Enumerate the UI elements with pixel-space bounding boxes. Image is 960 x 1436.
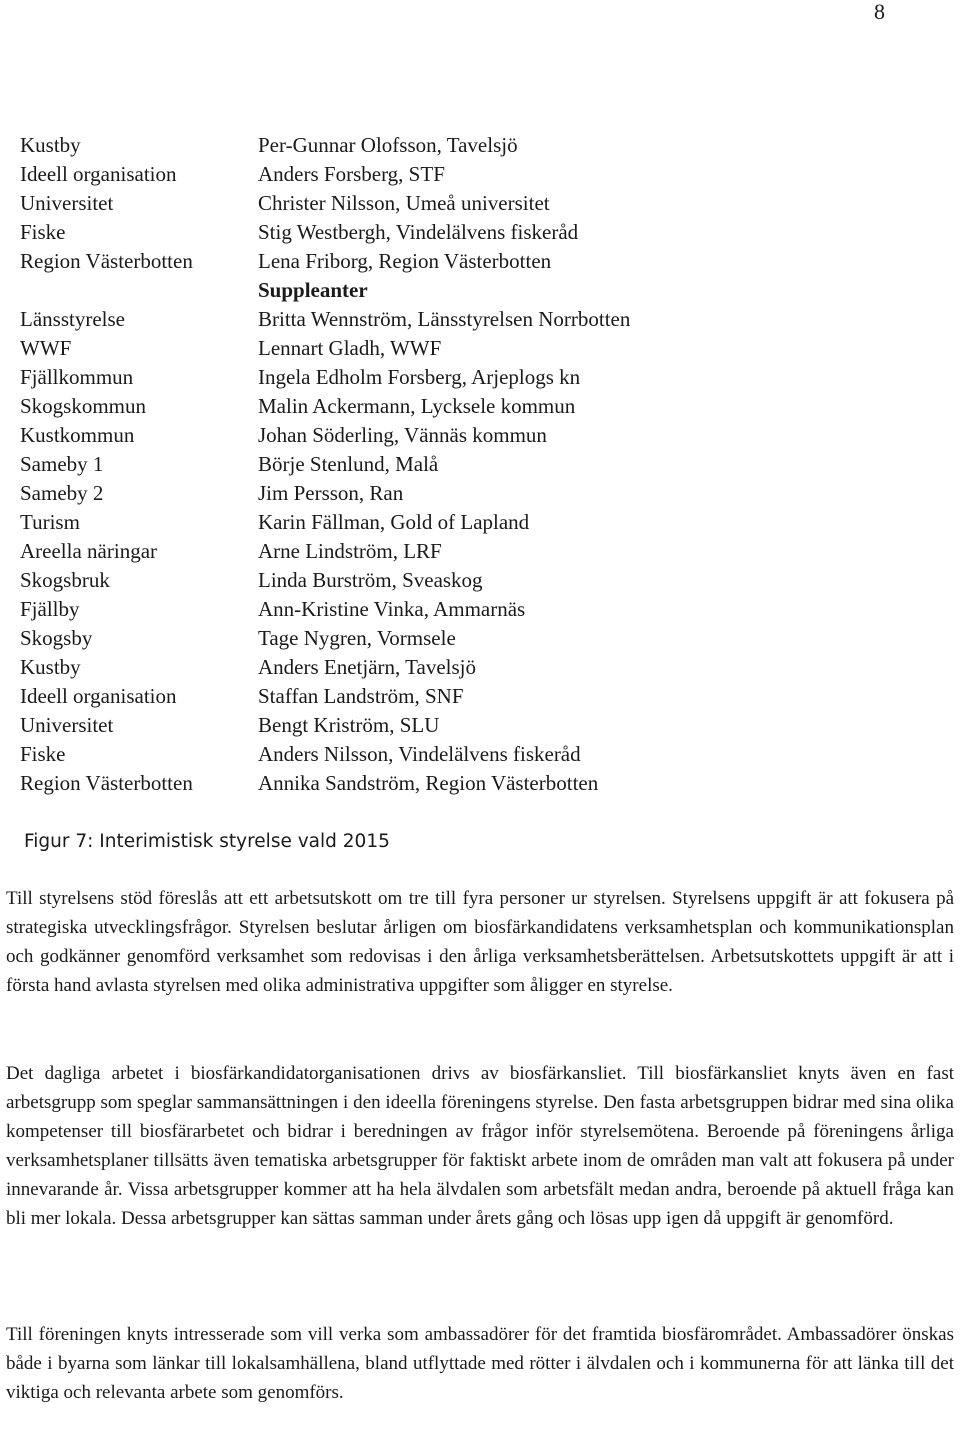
board-role: Kustby [20,655,81,679]
page-number: 8 [874,0,885,24]
board-person: Staffan Landström, SNF [258,684,464,708]
board-row [20,769,630,798]
board-person: Britta Wennström, Länsstyrelsen Norrbotten [258,307,631,331]
board-person: Per-Gunnar Olofsson, Tavelsjö [258,133,518,157]
board-role: Ideell organisation [20,684,177,708]
board-role: Universitet [20,191,114,215]
figure-caption: Figur 7: Interimistisk styrelse vald 2015 [24,831,390,852]
board-row [20,247,630,276]
board-person: Anders Nilsson, Vindelälvens fiskeråd [258,742,581,766]
board-role [20,276,258,305]
board-row [20,682,630,711]
board-role: Region Västerbotten [20,771,193,795]
board-role: Areella näringar [20,539,158,563]
board-row [20,363,630,392]
board-section-heading: Suppleanter [258,278,368,302]
board-role: Universitet [20,713,114,737]
board-members-table [20,131,630,798]
board-row [20,276,630,305]
board-row [20,624,630,653]
board-row [20,595,630,624]
board-row [20,508,630,537]
board-person: Lennart Gladh, WWF [258,336,442,360]
board-role: Skogsby [20,626,93,650]
board-row [20,566,630,595]
paragraph-biosfarkansliet: Det dagliga arbetet i biosfärkandidatorganisationen drivs av biosfärkansliet. Till biosfärkansliet knyts även en fast arbetsgrupp som speglar sammansättningen i den ideella föreningens styrelse. Den fasta arbetsgruppen bidrar med sina olika kompetenser till biosfärarbetet och bidrar i beredningen av frågor inför styrelsemötena. Beroende på föreningens årliga verksamhetsplaner tillsätts även tematiska arbetsgrupper för faktiskt arbete inom de områden man valt att fokusera på under innevarande år. Vissa arbetsgrupper kommer att ha hela älvdalen som arbetsfält medan andra, beroende på aktuell fråga kan bli mer lokala. Dessa arbetsgrupper kan sättas samman under årets gång och lösas upp igen då uppgift är genomförd. [6,1063,954,1229]
board-row [20,740,630,769]
board-role: Fiske [20,742,66,766]
board-role: Fjällkommun [20,365,134,389]
board-person: Bengt Kriström, SLU [258,713,440,737]
board-row [20,537,630,566]
board-person: Anders Forsberg, STF [258,162,445,186]
board-row [20,653,630,682]
board-row [20,421,630,450]
board-person: Annika Sandström, Region Västerbotten [258,771,599,795]
board-person: Malin Ackermann, Lycksele kommun [258,394,576,418]
board-person: Tage Nygren, Vormsele [258,626,456,650]
board-person: Linda Burström, Sveaskog [258,568,483,592]
board-row [20,450,630,479]
board-row [20,131,630,160]
board-person: Ingela Edholm Forsberg, Arjeplogs kn [258,365,581,389]
board-members-list [20,131,630,798]
board-role: Länsstyrelse [20,307,125,331]
board-role: Kustkommun [20,423,135,447]
board-person: Christer Nilsson, Umeå universitet [258,191,550,215]
board-row [20,392,630,421]
board-row [20,218,630,247]
board-row [20,305,630,334]
board-person: Anders Enetjärn, Tavelsjö [258,655,476,679]
board-role: Fiske [20,220,66,244]
board-role: Sameby 2 [20,481,104,505]
board-person: Karin Fällman, Gold of Lapland [258,510,530,534]
board-person: Arne Lindström, LRF [258,539,442,563]
board-role: Skogsbruk [20,568,110,592]
board-person: Lena Friborg, Region Västerbotten [258,249,552,273]
board-row [20,160,630,189]
board-role: Ideell organisation [20,162,177,186]
paragraph-ambassadorer: Till föreningen knyts intresserade som vill verka som ambassadörer för det framtida biosfärområdet. Ambassadörer önskas både i byarna som länkar till lokalsamhällena, bland utflyttade med rötter i älvdalen och i kommunerna för att länka till det viktiga och relevanta arbete som genomförs. [6,1324,954,1403]
board-person: Johan Söderling, Vännäs kommun [258,423,547,447]
board-person: Stig Westbergh, Vindelälvens fiskeråd [258,220,579,244]
board-row [20,189,630,218]
board-role: Skogskommun [20,394,147,418]
board-row [20,334,630,363]
board-row [20,711,630,740]
board-role: Fjällby [20,597,80,621]
paragraph-arbetsutskott: Till styrelsens stöd föreslås att ett arbetsutskott om tre till fyra personer ur styrelsen. Styrelsens uppgift är att fokusera på strategiska utvecklingsfrågor. Styrelsen beslutar årligen om biosfärkandidatens verksamhetsplan och kommunikationsplan och godkänner genomförd verksamhet som redovisas i den årliga verksamhetsberättelsen. Arbetsutskottets uppgift är att i första hand avlasta styrelsen med olika administrativa uppgifter som åligger en styrelse. [6,888,954,996]
board-role: Kustby [20,133,81,157]
board-person: Jim Persson, Ran [258,481,404,505]
board-person: Ann-Kristine Vinka, Ammarnäs [258,597,526,621]
board-row [20,479,630,508]
board-role: Region Västerbotten [20,249,193,273]
board-role: WWF [20,336,72,360]
board-person: Börje Stenlund, Malå [258,452,439,476]
board-role: Sameby 1 [20,452,104,476]
board-role: Turism [20,510,80,534]
